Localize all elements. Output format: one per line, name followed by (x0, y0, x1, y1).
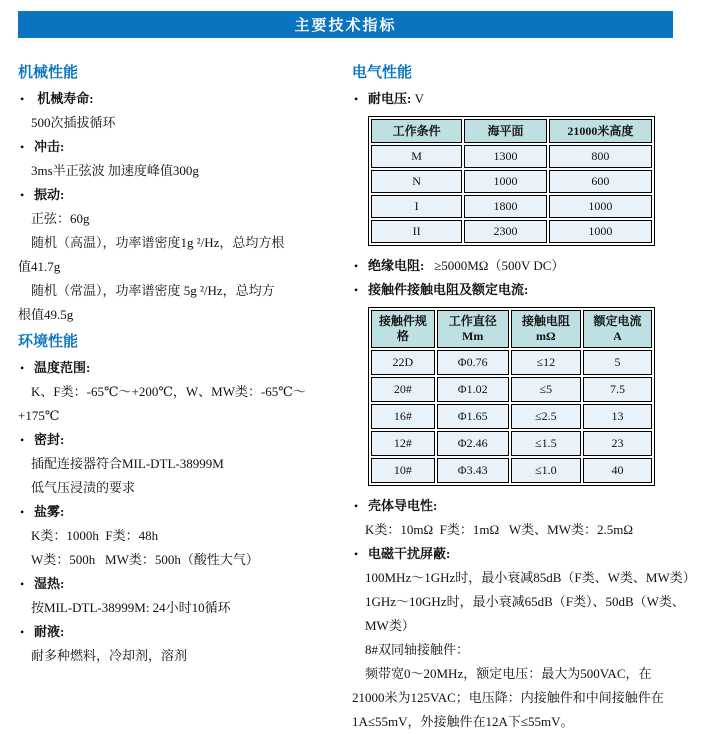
body-line: K类：1000h F类：48h (31, 528, 159, 543)
col-header-condition: 工作条件 (371, 119, 462, 143)
cell: M (371, 145, 462, 168)
table-row (371, 350, 652, 375)
bullet-icon (20, 356, 34, 380)
bullet-vibration: • 振动: (18, 183, 350, 207)
bullet-sealing: • 密封: (18, 428, 350, 452)
heading-environmental-performance: 环境性能 (18, 333, 79, 350)
bullet-icon (20, 620, 34, 644)
body-line: 随机（常温），功率谱密度 5g ²/Hz，总均方 (31, 283, 275, 298)
bullet-icon (20, 572, 34, 596)
heading-electrical-performance: 电气性能 (352, 64, 413, 81)
body-line: +175℃ (18, 408, 60, 423)
cell: 16# (371, 404, 435, 429)
body-line: 根值49.5g (18, 307, 74, 322)
col-header-rated-current: 额定电流 A (583, 310, 652, 348)
body-line: 正弦：60g (31, 211, 90, 226)
body-line: 值41.7g (18, 259, 61, 274)
table-row (371, 220, 652, 243)
cell: 1000 (549, 195, 652, 218)
cell: 1800 (464, 195, 546, 218)
cell: 600 (549, 170, 652, 193)
bullet-shell-conductivity: • 壳体导电性: (352, 494, 702, 518)
table-header-row (371, 119, 652, 143)
body-line: 频带宽0～20MHz，额定电压：最大为500VAC，在 (365, 666, 652, 681)
bullet-icon (20, 135, 34, 159)
cell: II (371, 220, 462, 243)
col-header-altitude: 21000米高度 (549, 119, 652, 143)
page-title: 主要技术指标 (294, 17, 397, 34)
cell: 1000 (549, 220, 652, 243)
col-header-contact-resistance: 接触电阻 mΩ (511, 310, 581, 348)
bullet-icon (354, 278, 368, 302)
withstand-voltage-table (368, 116, 655, 246)
cell: 5 (583, 350, 652, 375)
cell: Φ3.43 (437, 458, 509, 483)
cell: ≤2.5 (511, 404, 581, 429)
cell: 13 (583, 404, 652, 429)
bullet-withstand-voltage: • 耐电压: V (352, 87, 702, 111)
bullet-emi-shielding: • 电磁干扰屏蔽: (352, 542, 702, 566)
body-line: K、F类：-65℃～+200℃，W、MW类：-65℃～ (31, 384, 306, 399)
bullet-damp-heat: • 湿热: (18, 572, 350, 596)
table-header-row (371, 310, 652, 348)
cell: 1000 (464, 170, 546, 193)
left-column (18, 58, 350, 668)
body-line: K类：10mΩ F类：1mΩ W类、MW类：2.5mΩ (365, 522, 634, 537)
bullet-icon (20, 428, 34, 452)
title-banner (18, 11, 673, 38)
cell: 22D (371, 350, 435, 375)
bullet-shock: • 冲击: (18, 135, 350, 159)
bullet-contact-resistance-current: • 接触件接触电阻及额定电流: (352, 278, 702, 302)
right-column (352, 58, 702, 734)
cell: I (371, 195, 462, 218)
col-header-contact-size: 接触件规格 (371, 310, 435, 348)
cell: 2300 (464, 220, 546, 243)
table-row (371, 404, 652, 429)
body-line: 插配连接器符合MIL-DTL-38999M (31, 456, 224, 471)
body-line: 随机（高温），功率谱密度1g ²/Hz，总均方根 (31, 235, 285, 250)
cell: Φ1.02 (437, 377, 509, 402)
cell: 40 (583, 458, 652, 483)
bullet-insulation-resistance: • 绝缘电阻: ≥5000MΩ（500V DC） (352, 254, 702, 278)
table-row (371, 170, 652, 193)
cell: ≤1.0 (511, 458, 581, 483)
body-line: 1GHz～10GHz时，最小衰减65dB（F类）、50dB（W类、 (365, 594, 685, 609)
bullet-salt-spray: • 盐雾: (18, 500, 350, 524)
cell: Φ0.76 (437, 350, 509, 375)
cell: Φ1.65 (437, 404, 509, 429)
bullet-temperature-range: • 温度范围: (18, 356, 350, 380)
table-row (371, 431, 652, 456)
cell: 7.5 (583, 377, 652, 402)
cell: Φ2.46 (437, 431, 509, 456)
table-row (371, 458, 652, 483)
cell: 12# (371, 431, 435, 456)
body-line: 1A≤55mV，外接触件在12A下≤55mV。 (352, 714, 574, 729)
bullet-icon (354, 87, 368, 111)
bullet-icon (354, 494, 368, 518)
bullet-icon (20, 183, 34, 207)
bullet-icon (354, 542, 368, 566)
bullet-fluid-resistance: • 耐液: (18, 620, 350, 644)
cell: 10# (371, 458, 435, 483)
heading-mechanical-performance: 机械性能 (18, 64, 79, 81)
body-line: 100MHz～1GHz时，最小衰减85dB（F类、W类、MW类） (365, 570, 696, 585)
cell: N (371, 170, 462, 193)
body-line: 耐多种燃料，冷却剂，溶剂 (31, 648, 188, 663)
body-line: 3ms半正弦波 加速度峰值300g (31, 163, 199, 178)
col-header-sea-level: 海平面 (464, 119, 546, 143)
cell: 1300 (464, 145, 546, 168)
bullet-icon (20, 87, 34, 111)
col-header-working-diameter: 工作直径 Mm (437, 310, 509, 348)
cell: 20# (371, 377, 435, 402)
body-line: 8#双同轴接触件： (365, 642, 470, 657)
bullet-icon (20, 500, 34, 524)
body-line: 21000米为125VAC；电压降：内接触件和中间接触件在 (352, 690, 664, 705)
contact-resistance-table (368, 307, 655, 486)
cell: 800 (549, 145, 652, 168)
cell: ≤5 (511, 377, 581, 402)
cell: 23 (583, 431, 652, 456)
table-row (371, 377, 652, 402)
cell: ≤12 (511, 350, 581, 375)
table-row (371, 195, 652, 218)
table-row (371, 145, 652, 168)
cell: ≤1.5 (511, 431, 581, 456)
bullet-icon (354, 254, 368, 278)
body-line: 低气压浸渍的要求 (31, 480, 136, 495)
body-line: W类：500h MW类：500h（酸性大气） (31, 552, 259, 567)
body-line: 500次插拔循环 (31, 115, 116, 130)
bullet-mechanical-life: • 机械寿命: (18, 87, 350, 111)
body-line: MW类） (365, 618, 415, 633)
body-line: 按MIL-DTL-38999M: 24小时10循环 (31, 600, 231, 615)
